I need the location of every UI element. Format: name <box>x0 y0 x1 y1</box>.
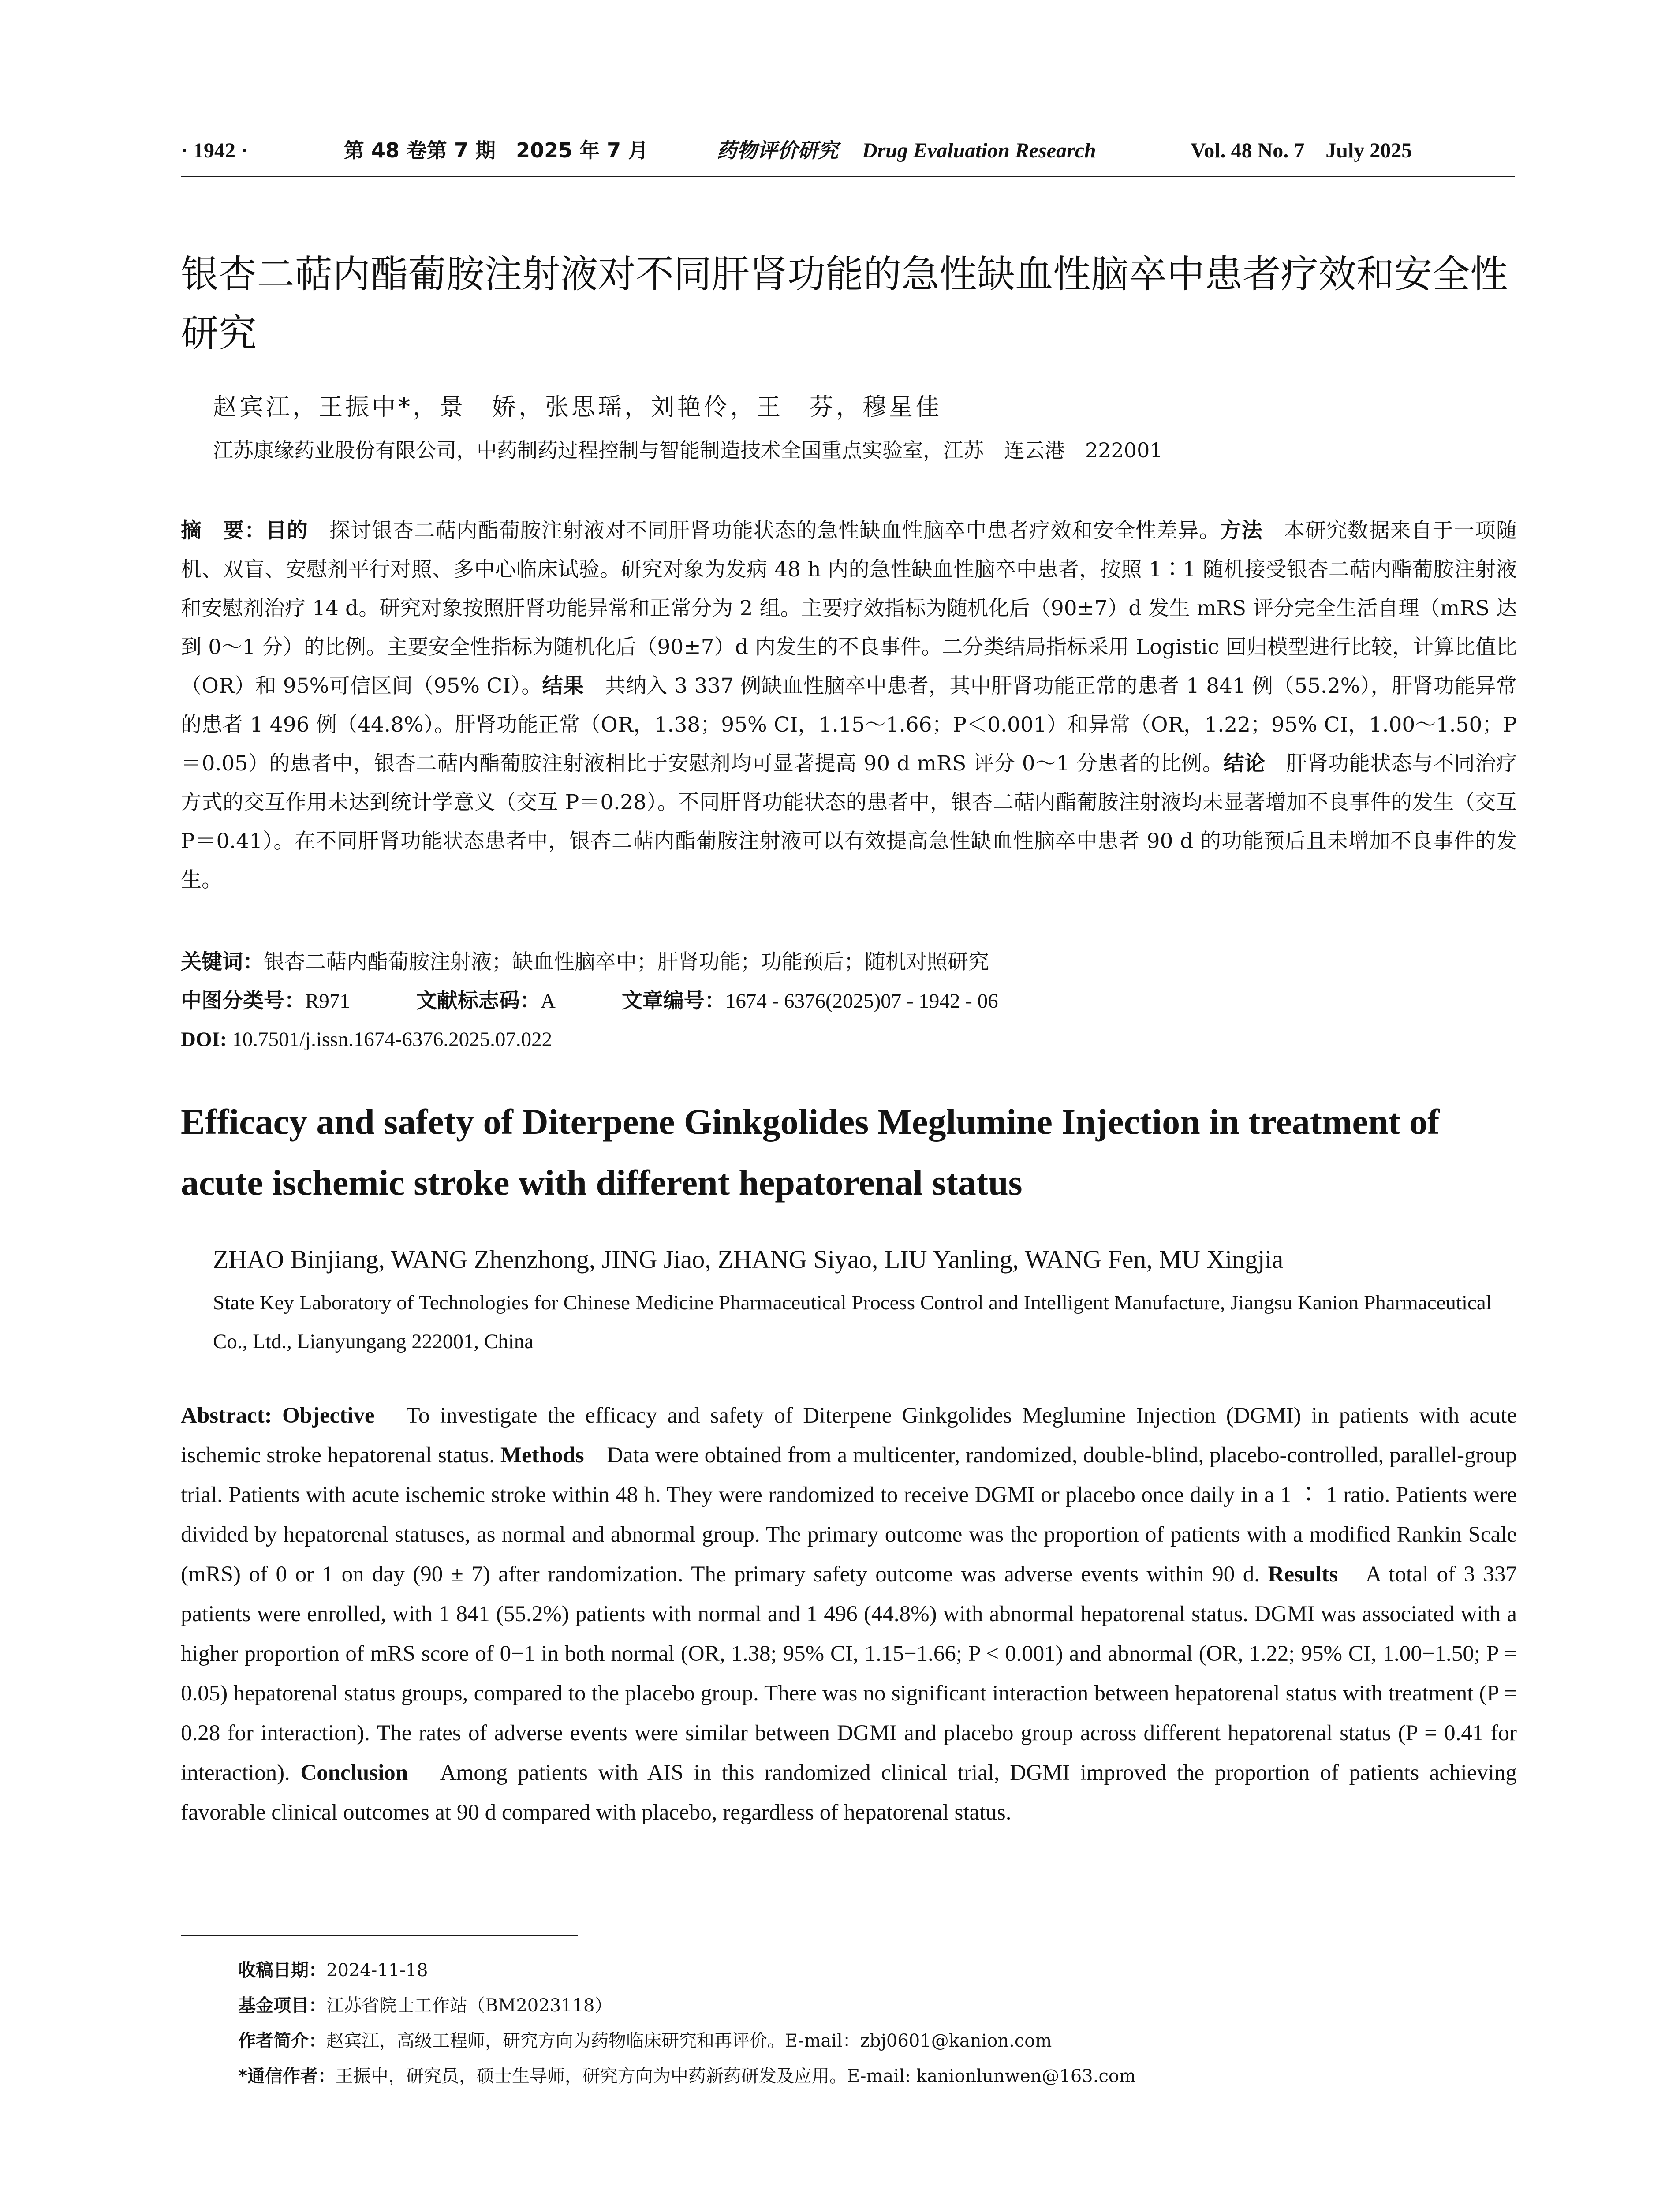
article-no-label: 文章编号： <box>621 989 725 1013</box>
author-bio-text: 赵宾江，高级工程师，研究方向为药物临床研究和再评价。E-mail：zbj0601@kanion.com <box>326 2031 1052 2051</box>
results-text-cn: 共纳入 3 337 例缺血性脑卒中患者，其中肝肾功能正常的患者 1 841 例（55.2%），肝肾功能异常的患者 1 496 例（44.8%）。肝肾功能正常（OR，1.38；95% CI，1.15～1.66；P＜0.001）和异常（OR，1.22；95% CI，1.00～1.50；P＝0.05）的患者中，银杏二萜内酯葡胺注射液相比于安慰剂均可显著提高 90 d mRS 评分 0～1 分患者的比例。 <box>181 674 1517 776</box>
footnote-corresponding <box>238 2067 1136 2085</box>
objective-label-cn: 目的 <box>265 519 308 543</box>
footnote-rule <box>181 1935 578 1936</box>
doc-code-value: A <box>540 990 556 1013</box>
objective-text-en: To investigate the efficacy and safety of Diterpene Ginkgolides Meglumine Injection (DGMI) in patients with acute ischemic stroke hepatorenal status. <box>181 1403 1517 1468</box>
methods-text-en: Data were obtained from a multicenter, randomized, double-blind, placebo-controlled, parallel-group trial. Patients with acute ischemic stroke within 48 h. They were randomized to receive DGMI or placebo once daily in a 1 ∶ 1 ratio. Patients were divided by hepatorenal statuses, as normal and abnormal group. The primary outcome was the proportion of patients with a modified Rankin Scale (mRS) of 0 or 1 on day (90 ± 7) after randomization. The primary safety outcome was adverse events within 90 d. <box>181 1443 1517 1587</box>
corresponding-text: 王振中，研究员，硕士生导师，研究方向为中药新药研发及应用。E-mail: kanionlunwen@163.com <box>335 2066 1136 2086</box>
abstract-label-en: Abstract: Objective <box>181 1403 375 1428</box>
conclusion-text-cn: 肝肾功能状态与不同治疗方式的交互作用未达到统计学意义（交互 P＝0.28）。不同肝肾功能状态的患者中，银杏二萜内酯葡胺注射液均未显著增加不良事件的发生（交互 P＝0.41）。在不同肝肾功能状态患者中，银杏二萜内酯葡胺注射液可以有效提高急性缺血性脑卒中患者 90 d 的功能预后且未增加不良事件的发生。 <box>181 751 1517 892</box>
footnote-fund <box>238 1997 612 2014</box>
article-title-cn: 银杏二萜内酯葡胺注射液对不同肝肾功能的急性缺血性脑卒中患者疗效和安全性研究 <box>181 252 1508 355</box>
methods-label-cn: 方法 <box>1220 519 1263 543</box>
doi-value: 10.7501/j.issn.1674-6376.2025.07.022 <box>227 1028 553 1051</box>
results-text-en: A total of 3 337 patients were enrolled, with 1 841 (55.2%) patients with normal and 1 496 (44.8%) with abnormal hepatorenal status. DGMI was associated with a higher proportion of mRS score of 0−1 in both normal (OR, 1.38; 95% CI, 1.15−1.66; P < 0.001) and abnormal (OR, 1.22; 95% CI, 1.00−1.50; P = 0.05) hepatorenal status groups, compared to the placebo group. There was no significant interaction between hepatorenal status with treatment (P = 0.28 for interaction). The rates of adverse events were similar between DGMI and placebo group across different hepatorenal status (P = 0.41 for interaction). <box>181 1562 1517 1785</box>
keywords-line <box>181 952 989 972</box>
issue-info-en: Vol. 48 No. 7 July 2025 <box>1191 139 1412 162</box>
header-rule <box>181 176 1515 177</box>
page-number: · 1942 · <box>181 139 248 162</box>
article-title-en: Efficacy and safety of Diterpene Ginkgolides Meglumine Injection in treatment of acute ischemic stroke with different hepatorenal status <box>181 1102 1440 1203</box>
corresponding-label: *通信作者： <box>238 2066 336 2086</box>
objective-text-cn: 探讨银杏二萜内酯葡胺注射液对不同肝肾功能状态的急性缺血性脑卒中患者疗效和安全性差异。 <box>308 519 1221 543</box>
results-label-en: Results <box>1268 1562 1338 1587</box>
issue-info-cn: 第 48 卷第 7 期 2025 年 7 月 <box>344 138 649 162</box>
abstract-en <box>181 1396 1517 1832</box>
conclusion-text-en: Among patients with AIS in this randomized clinical trial, DGMI improved the proportion of patients achieving favorable clinical outcomes at 90 d compared with placebo, regardless of hepatorenal status. <box>181 1760 1517 1825</box>
doi-label: DOI: <box>181 1028 227 1051</box>
abstract-cn <box>181 512 1517 900</box>
results-label-cn: 结果 <box>542 674 584 698</box>
footnote-author <box>238 2032 1052 2050</box>
abstract-label-cn: 摘 要： <box>181 519 266 543</box>
methods-text-cn: 本研究数据来自于一项随机、双盲、安慰剂平行对照、多中心临床试验。研究对象为发病 48 h 内的急性缺血性脑卒中患者，按照 1∶1 随机接受银杏二萜内酯葡胺注射液和安慰剂治疗 14 d。研究对象按照肝肾功能异常和正常分为 2 组。主要疗效指标为随机化后（90±7）d 发生 mRS 评分完全生活自理（mRS 达到 0～1 分）的比例。主要安全性指标为随机化后（90±7）d 内发生的不良事件。二分类结局指标采用 Logistic 回归模型进行比较，计算比值比（OR）和 95%可信区间（95% CI）。 <box>181 519 1517 698</box>
journal-name-en: Drug Evaluation Research <box>862 139 1096 162</box>
received-date: 2024-11-18 <box>326 1960 428 1981</box>
conclusion-label-en: Conclusion <box>300 1760 408 1785</box>
classification-line <box>181 990 998 1012</box>
affiliation-en: State Key Laboratory of Technologies for Chinese Medicine Pharmaceutical Process Control and Intelligent Manufacture, Jiangsu Kanion Pharmaceutical Co., Ltd., Lianyungang 222001, China <box>213 1291 1492 1353</box>
article-no-value: 1674 - 6376(2025)07 - 1942 - 06 <box>725 990 998 1013</box>
footnote-received <box>238 1962 428 1979</box>
authors-cn: 赵宾江，王振中*，景 娇，张思瑶，刘艳伶，王 芬，穆星佳 <box>213 393 942 421</box>
keywords-text: 银杏二萜内酯葡胺注射液；缺血性脑卒中；肝肾功能；功能预后；随机对照研究 <box>264 950 989 974</box>
journal-name-cn: 药物评价研究 <box>717 138 838 162</box>
affiliation-cn: 江苏康缘药业股份有限公司，中药制药过程控制与智能制造技术全国重点实验室，江苏 连云港 222001 <box>213 438 1163 462</box>
received-label: 收稿日期： <box>238 1960 326 1981</box>
authors-en: ZHAO Binjiang, WANG Zhenzhong, JING Jiao, ZHANG Siyao, LIU Yanling, WANG Fen, MU Xingjia <box>213 1245 1284 1274</box>
clc-label: 中图分类号： <box>181 989 305 1013</box>
fund-text: 江苏省院士工作站（BM2023118） <box>326 1996 612 2016</box>
conclusion-label-cn: 结论 <box>1223 751 1266 776</box>
fund-label: 基金项目： <box>238 1996 326 2016</box>
keywords-label: 关键词： <box>181 950 264 974</box>
doc-code-label: 文献标志码： <box>416 989 541 1013</box>
methods-label-en: Methods <box>500 1443 584 1468</box>
author-bio-label: 作者简介： <box>238 2031 326 2051</box>
doi-line <box>181 1029 552 1050</box>
clc-value: R971 <box>305 990 350 1013</box>
